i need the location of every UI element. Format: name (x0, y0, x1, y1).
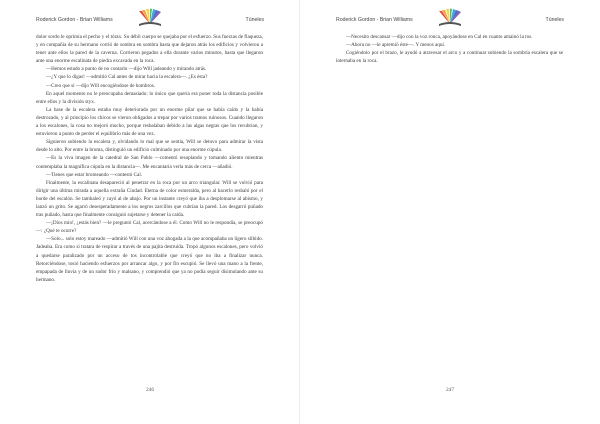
publisher-logo-icon (135, 8, 165, 30)
paragraph: —¿Y que lo digas! —admitió Cal antes de mirar hacia la escalera—. ¿Es ésta? (46, 74, 208, 81)
header-author: Roderick Gordon - Brian Williams (336, 17, 413, 23)
header-title: Túneles (245, 17, 264, 23)
paragraph: —Necesito descansar —dijo con la voz ronca, apoyándose en Cal en cuanto amainó la tos. (346, 34, 533, 40)
publisher-logo-icon (435, 8, 465, 30)
paragraph: —Es la viva imagen de la catedral de San Pablo —comentó resoplando y tomando aliento mientras contemplaba la magnífica cúpula en la distancia—. Me encantaría verla más de cerca —añadió. (36, 155, 263, 170)
paragraph: —Hemos estado a punto de no contarlo —dijo Will jadeando y mirando atrás. (46, 66, 207, 73)
page-header (336, 12, 564, 26)
page-body-text (36, 33, 263, 284)
paragraph: —Solo... solo estoy mareado —admitió Will con una voz ahogada a la que acompañaba un ligero silbido. Jadeaba. Era como si tratara de respirar a través de una pajita destruida. Tropó algunos escalones, pero volvió a quedarse paralizado por un acceso de tos incontrolable que creyó que no iba a finalizar nunca. Retorciéndose, tosió haciendo esfuerzos por arrancar algo, y por fin escupió. Se llevó una mano a la frente, empapada de lluvia y de un sudor frío y malsano, y comprendió que ya no podía seguir disimulando ante su hermano. (36, 236, 263, 283)
header-author: Roderick Gordon - Brian Williams (36, 17, 113, 23)
page-header (36, 12, 264, 26)
paragraph: Finalmente, la escalinata desapareció al penetrar en la roca por un arco triangular. Will se volvió para dirigir una última mirada a aquella extraña Ciudad. Eterna de color esmeralda, pero al hacerlo resbaló por el borde del escalón. Se tambaleó y cayó al de abajo. Por un instante creyó que iba a desplomarse al abismo, y lanzó un grito. Se agarró desesperadamente a los negros zarcillos que cubrían la pared. Los desgarró puñado tras puñado, hasta que finalmente consiguió sujetarse y detener la caída. (36, 179, 263, 219)
page-number: 247 (445, 387, 455, 393)
right-page (300, 0, 600, 424)
page-body-text (336, 33, 563, 65)
paragraph: —Creo que sí —dijo Will encogiéndose de hombros. (46, 82, 156, 89)
paragraph: —Tienes que estar bromeando —contestó Cal. (46, 171, 143, 178)
header-title: Túneles (545, 17, 564, 23)
paragraph: dolor sordo le oprimía el pecho y el tórax. Su débil cuerpo se quejaba por el esfuerzo. Sus fuerzas de flaqueza, y en compañía de su hermano corrió de sombra en sombra hasta que dejaron atrás los edificios y volvieron a tener ante ellos la pared de la caverna. Corrieron pegados a ella durante varios minutos, hasta que llegaron ante una enorme escalinata de piedra excavada en la roca. (36, 34, 263, 65)
paragraph: En aquel momento no le preocupaba demasiado: lo único que quería era poner toda la distancia posible entre ellos y la división styx. (36, 90, 263, 105)
page-number: 246 (145, 387, 155, 393)
paragraph: Siguieron subiendo la escalera y, olvidando lo mal que se sentía, Will se detuvo para admirar la vista desde lo alto. Por entre la bruma, distinguió un edificio culminado por una enorme cúpula. (36, 139, 263, 154)
paragraph: Cogiéndolo por el brazo, le ayudó a atravesar el arco y a continuar subiendo la sombría escalera que se internaba en la roca. (336, 50, 563, 65)
paragraph: —¡Dios mío!, ¿estás bien? —le preguntó Cal, acercándose a él. Como Will no le respondía, se preocupó—: ¿Qué te ocurre? (36, 220, 263, 235)
paragraph: La base de la escalera estaba muy deteriorada por un enorme pilar que se había caído y la había destrozado, y al principio los chicos se vieron obligados a trepar por varios tramos ruinosos. Cuando llegaron a los escalones, la cosa no mejoró mucho, porque resbalaban debido a las algas negras que los recubrían, y estuvieron a punto de perder el equilibrio más de una vez. (36, 106, 263, 138)
paragraph: —Ahora no —le apremió éste—. Y menos aquí. (346, 42, 446, 49)
